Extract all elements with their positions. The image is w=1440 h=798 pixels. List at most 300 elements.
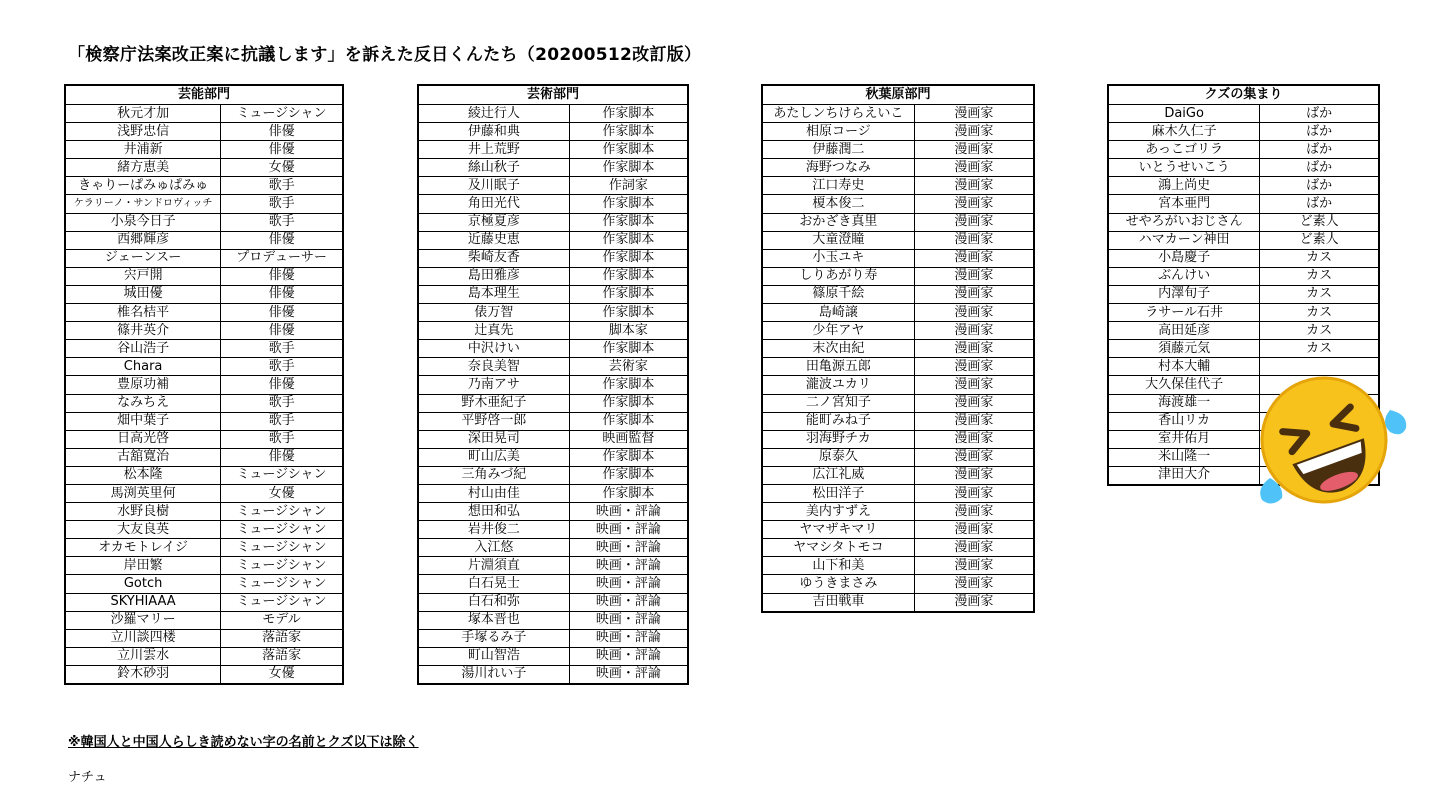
name-cell: 谷山浩子 xyxy=(65,340,221,358)
category-cell: 俳優 xyxy=(221,285,343,303)
name-cell: 香山リカ xyxy=(1108,412,1260,430)
category-cell: 女優 xyxy=(221,159,343,177)
category-cell: 漫画家 xyxy=(914,322,1034,340)
name-cell: 乃南アサ xyxy=(418,376,569,394)
table-header: 秋葉原部門 xyxy=(762,85,1034,105)
table-row xyxy=(65,285,343,303)
table-row xyxy=(65,304,343,322)
category-cell: 落語家 xyxy=(221,629,343,647)
name-cell: 柴崎友香 xyxy=(418,249,569,267)
name-cell: 瀧波ユカリ xyxy=(762,376,914,394)
name-cell: 手塚るみ子 xyxy=(418,629,569,647)
category-cell: 映画・評論 xyxy=(569,611,688,629)
name-cell: Gotch xyxy=(65,575,221,593)
table-row xyxy=(418,195,688,213)
category-cell: 作家脚本 xyxy=(569,412,688,430)
name-cell: 沙羅マリー xyxy=(65,611,221,629)
category-cell: ど素人 xyxy=(1260,213,1379,231)
name-cell: 海渡雄一 xyxy=(1108,394,1260,412)
category-cell: 作家脚本 xyxy=(569,141,688,159)
category-cell: 作詞家 xyxy=(569,177,688,195)
category-cell: 漫画家 xyxy=(914,177,1034,195)
name-cell: 深田晃司 xyxy=(418,430,569,448)
name-cell: 伊藤潤二 xyxy=(762,141,914,159)
table-row xyxy=(65,539,343,557)
name-cell: 大久保佳代子 xyxy=(1108,376,1260,394)
table-row xyxy=(762,503,1034,521)
category-cell: ど素人 xyxy=(1260,231,1379,249)
table-row xyxy=(418,231,688,249)
name-cell: 小島慶子 xyxy=(1108,249,1260,267)
table-row xyxy=(762,231,1034,249)
category-cell: 漫画家 xyxy=(914,123,1034,141)
table-row xyxy=(65,159,343,177)
name-cell: しりあがり寿 xyxy=(762,267,914,285)
table-row xyxy=(65,430,343,448)
category-cell: 漫画家 xyxy=(914,285,1034,303)
table-row xyxy=(762,123,1034,141)
table-header: 芸能部門 xyxy=(65,85,343,105)
category-cell: 俳優 xyxy=(221,231,343,249)
name-cell: DaiGo xyxy=(1108,105,1260,123)
name-cell: 古舘寛治 xyxy=(65,448,221,466)
name-cell: 高田延彦 xyxy=(1108,322,1260,340)
table-row xyxy=(762,249,1034,267)
name-cell: 相原コージ xyxy=(762,123,914,141)
category-cell: 作家脚本 xyxy=(569,340,688,358)
table-row xyxy=(762,521,1034,539)
name-cell: 俵万智 xyxy=(418,304,569,322)
table-row xyxy=(418,412,688,430)
name-cell: 宮本亜門 xyxy=(1108,195,1260,213)
name-cell: 平野啓一郎 xyxy=(418,412,569,430)
name-cell: せやろがいおじさん xyxy=(1108,213,1260,231)
category-cell: 歌手 xyxy=(221,177,343,195)
footnote: ※韓国人と中国人らしき読めない字の名前とクズ以下は除く xyxy=(68,735,419,750)
category-cell: ミュージシャン xyxy=(221,105,343,123)
table-row xyxy=(418,611,688,629)
table-row xyxy=(65,665,343,684)
name-cell: 片淵須直 xyxy=(418,557,569,575)
category-cell: ミュージシャン xyxy=(221,503,343,521)
category-cell: 映画・評論 xyxy=(569,503,688,521)
table-header: クズの集まり xyxy=(1108,85,1379,105)
table-row xyxy=(65,249,343,267)
name-cell: 原泰久 xyxy=(762,448,914,466)
table-row xyxy=(762,304,1034,322)
table-geino xyxy=(64,84,344,685)
name-cell: 西郷輝彦 xyxy=(65,231,221,249)
name-cell: ラサール石井 xyxy=(1108,304,1260,322)
table-row xyxy=(1108,159,1379,177)
category-cell: 作家脚本 xyxy=(569,105,688,123)
table-row xyxy=(762,430,1034,448)
category-cell: 女優 xyxy=(221,665,343,684)
table-row xyxy=(1108,141,1379,159)
name-cell: 松田洋子 xyxy=(762,484,914,502)
name-cell: 広江礼威 xyxy=(762,466,914,484)
name-cell: 京極夏彦 xyxy=(418,213,569,231)
table-row xyxy=(762,340,1034,358)
name-cell: 辻真先 xyxy=(418,322,569,340)
name-cell: 日高光啓 xyxy=(65,430,221,448)
name-cell: 篠原千絵 xyxy=(762,285,914,303)
category-cell: 漫画家 xyxy=(914,213,1034,231)
category-cell: カス xyxy=(1260,340,1379,358)
name-cell: 島本理生 xyxy=(418,285,569,303)
name-cell: 小玉ユキ xyxy=(762,249,914,267)
table-row xyxy=(65,412,343,430)
table-row xyxy=(65,322,343,340)
category-cell: 作家脚本 xyxy=(569,285,688,303)
name-cell: 山下和美 xyxy=(762,557,914,575)
table-row xyxy=(762,466,1034,484)
name-cell: 立川雲水 xyxy=(65,647,221,665)
category-cell: 作家脚本 xyxy=(569,448,688,466)
table-row xyxy=(418,213,688,231)
name-cell: 美内すずえ xyxy=(762,503,914,521)
category-cell: 俳優 xyxy=(221,267,343,285)
category-cell: ミュージシャン xyxy=(221,466,343,484)
name-cell: 伊藤和典 xyxy=(418,123,569,141)
category-cell: 俳優 xyxy=(221,304,343,322)
table-row xyxy=(762,285,1034,303)
category-cell: カス xyxy=(1260,249,1379,267)
category-cell: 俳優 xyxy=(221,141,343,159)
table-row xyxy=(1108,213,1379,231)
category-cell: 映画・評論 xyxy=(569,557,688,575)
category-cell: 脚本家 xyxy=(569,322,688,340)
name-cell: 町山広美 xyxy=(418,448,569,466)
category-cell: 作家脚本 xyxy=(569,466,688,484)
name-cell: ジェーンスー xyxy=(65,249,221,267)
category-cell: 歌手 xyxy=(221,358,343,376)
name-cell: 村山由佳 xyxy=(418,484,569,502)
category-cell: 漫画家 xyxy=(914,430,1034,448)
name-cell: あっこゴリラ xyxy=(1108,141,1260,159)
table-row xyxy=(418,105,688,123)
name-cell: きゃりーぱみゅぱみゅ xyxy=(65,177,221,195)
name-cell: ヤマザキマリ xyxy=(762,521,914,539)
category-cell: 作家脚本 xyxy=(569,249,688,267)
category-cell: 漫画家 xyxy=(914,358,1034,376)
category-cell: 漫画家 xyxy=(914,394,1034,412)
name-cell: 須藤元気 xyxy=(1108,340,1260,358)
category-cell: 俳優 xyxy=(221,123,343,141)
name-cell: ゆうきまさみ xyxy=(762,575,914,593)
name-cell: 村本大輔 xyxy=(1108,358,1260,376)
name-cell: 江口寿史 xyxy=(762,177,914,195)
table-row xyxy=(418,358,688,376)
category-cell: 漫画家 xyxy=(914,159,1034,177)
table-row xyxy=(418,448,688,466)
category-cell: 歌手 xyxy=(221,430,343,448)
table-row xyxy=(418,304,688,322)
category-cell: ミュージシャン xyxy=(221,539,343,557)
category-cell: 漫画家 xyxy=(914,557,1034,575)
name-cell: 小泉今日子 xyxy=(65,213,221,231)
name-cell: 岩井俊二 xyxy=(418,521,569,539)
name-cell: なみちえ xyxy=(65,394,221,412)
table-row xyxy=(65,195,343,213)
category-cell: 作家脚本 xyxy=(569,394,688,412)
table-row xyxy=(418,665,688,684)
name-cell: Chara xyxy=(65,358,221,376)
name-cell: 野木亜紀子 xyxy=(418,394,569,412)
category-cell: 映画・評論 xyxy=(569,665,688,684)
category-cell: 作家脚本 xyxy=(569,484,688,502)
name-cell: 大童澄瞳 xyxy=(762,231,914,249)
name-cell: 米山隆一 xyxy=(1108,448,1260,466)
category-cell: 歌手 xyxy=(221,213,343,231)
category-cell: 漫画家 xyxy=(914,249,1034,267)
name-cell: 椎名桔平 xyxy=(65,304,221,322)
name-cell: 角田光代 xyxy=(418,195,569,213)
table-row xyxy=(762,195,1034,213)
table-row xyxy=(418,340,688,358)
rolling-laughing-emoji-icon xyxy=(1252,370,1412,510)
name-cell: 馬渕英里何 xyxy=(65,484,221,502)
table-row xyxy=(1108,195,1379,213)
name-cell: 中沢けい xyxy=(418,340,569,358)
name-cell: 絲山秋子 xyxy=(418,159,569,177)
name-cell: 畑中葉子 xyxy=(65,412,221,430)
table-row xyxy=(65,503,343,521)
name-cell: 大友良英 xyxy=(65,521,221,539)
name-cell: 白石晃士 xyxy=(418,575,569,593)
name-cell: 浅野忠信 xyxy=(65,123,221,141)
category-cell: ミュージシャン xyxy=(221,575,343,593)
table-row xyxy=(762,412,1034,430)
table-row xyxy=(65,267,343,285)
table-row xyxy=(65,448,343,466)
name-cell: 入江悠 xyxy=(418,539,569,557)
category-cell: カス xyxy=(1260,304,1379,322)
category-cell: カス xyxy=(1260,267,1379,285)
name-cell: ハマカーン神田 xyxy=(1108,231,1260,249)
table-row xyxy=(762,394,1034,412)
name-cell: オカモトレイジ xyxy=(65,539,221,557)
name-cell: 内澤旬子 xyxy=(1108,285,1260,303)
category-cell: 漫画家 xyxy=(914,575,1034,593)
category-cell: 映画・評論 xyxy=(569,575,688,593)
table-row xyxy=(65,177,343,195)
name-cell: ぶんけい xyxy=(1108,267,1260,285)
name-cell: 水野良樹 xyxy=(65,503,221,521)
table-row xyxy=(65,647,343,665)
category-cell: カス xyxy=(1260,285,1379,303)
table-row xyxy=(418,539,688,557)
category-cell: ばか xyxy=(1260,123,1379,141)
category-cell: 歌手 xyxy=(221,412,343,430)
category-cell: 映画・評論 xyxy=(569,629,688,647)
category-cell: 作家脚本 xyxy=(569,213,688,231)
category-cell: ばか xyxy=(1260,141,1379,159)
table-row xyxy=(418,521,688,539)
table-row xyxy=(418,177,688,195)
name-cell: 秋元才加 xyxy=(65,105,221,123)
category-cell: カス xyxy=(1260,322,1379,340)
table-row xyxy=(418,322,688,340)
table-row xyxy=(65,611,343,629)
table-row xyxy=(1108,105,1379,123)
name-cell: 鈴木砂羽 xyxy=(65,665,221,684)
category-cell: 漫画家 xyxy=(914,539,1034,557)
category-cell: 映画・評論 xyxy=(569,521,688,539)
category-cell: ミュージシャン xyxy=(221,593,343,611)
name-cell: 綾辻行人 xyxy=(418,105,569,123)
table-row xyxy=(418,575,688,593)
table-row xyxy=(418,593,688,611)
table-row xyxy=(65,123,343,141)
category-cell: 漫画家 xyxy=(914,376,1034,394)
name-cell: 津田大介 xyxy=(1108,466,1260,485)
name-cell: 宍戸開 xyxy=(65,267,221,285)
signature: ナチュ xyxy=(68,770,107,785)
category-cell: 作家脚本 xyxy=(569,231,688,249)
name-cell: SKYHIAAA xyxy=(65,593,221,611)
name-cell: 少年アヤ xyxy=(762,322,914,340)
category-cell: 女優 xyxy=(221,484,343,502)
table-akiba xyxy=(761,84,1035,613)
name-cell: 立川談四楼 xyxy=(65,629,221,647)
category-cell: 歌手 xyxy=(221,195,343,213)
name-cell: 塚本晋也 xyxy=(418,611,569,629)
table-row xyxy=(762,141,1034,159)
table-row xyxy=(1108,267,1379,285)
table-row xyxy=(418,466,688,484)
category-cell: 映画・評論 xyxy=(569,539,688,557)
name-cell: 井上荒野 xyxy=(418,141,569,159)
category-cell: 映画・評論 xyxy=(569,647,688,665)
table-row xyxy=(762,593,1034,612)
category-cell: ばか xyxy=(1260,177,1379,195)
table-row xyxy=(418,484,688,502)
table-row xyxy=(418,141,688,159)
name-cell: ケラリーノ・サンドロヴィッチ xyxy=(65,195,221,213)
name-cell: 麻木久仁子 xyxy=(1108,123,1260,141)
category-cell: 歌手 xyxy=(221,340,343,358)
table-row xyxy=(762,575,1034,593)
table-row xyxy=(65,521,343,539)
category-cell: 漫画家 xyxy=(914,466,1034,484)
name-cell: 白石和弥 xyxy=(418,593,569,611)
table-row xyxy=(65,141,343,159)
name-cell: 田亀源五郎 xyxy=(762,358,914,376)
table-row xyxy=(418,430,688,448)
category-cell: プロデューサー xyxy=(221,249,343,267)
category-cell: 俳優 xyxy=(221,322,343,340)
name-cell: 末次由紀 xyxy=(762,340,914,358)
name-cell: 海野つなみ xyxy=(762,159,914,177)
table-row xyxy=(762,448,1034,466)
category-cell: 歌手 xyxy=(221,394,343,412)
category-cell: 芸術家 xyxy=(569,358,688,376)
name-cell: 鴻上尚史 xyxy=(1108,177,1260,195)
table-row xyxy=(65,358,343,376)
name-cell: あたしンちけらえいこ xyxy=(762,105,914,123)
table-row xyxy=(65,575,343,593)
category-cell: 漫画家 xyxy=(914,105,1034,123)
table-row xyxy=(762,484,1034,502)
table-row xyxy=(762,267,1034,285)
category-cell: ミュージシャン xyxy=(221,521,343,539)
table-row xyxy=(1108,177,1379,195)
category-cell: 漫画家 xyxy=(914,412,1034,430)
name-cell: 井浦新 xyxy=(65,141,221,159)
name-cell: 想田和弘 xyxy=(418,503,569,521)
table-row xyxy=(1108,123,1379,141)
name-cell: 羽海野チカ xyxy=(762,430,914,448)
table-row xyxy=(65,213,343,231)
table-row xyxy=(418,557,688,575)
table-row xyxy=(418,376,688,394)
category-cell: 漫画家 xyxy=(914,304,1034,322)
table-row xyxy=(762,358,1034,376)
category-cell: 俳優 xyxy=(221,376,343,394)
table-row xyxy=(65,340,343,358)
category-cell: 作家脚本 xyxy=(569,304,688,322)
category-cell: ばか xyxy=(1260,195,1379,213)
category-cell: 作家脚本 xyxy=(569,376,688,394)
name-cell: 近藤史恵 xyxy=(418,231,569,249)
table-row xyxy=(418,647,688,665)
table-row xyxy=(1108,340,1379,358)
name-cell: 榎本俊二 xyxy=(762,195,914,213)
table-row xyxy=(65,376,343,394)
category-cell: 落語家 xyxy=(221,647,343,665)
table-row xyxy=(418,159,688,177)
table-row xyxy=(1108,285,1379,303)
category-cell: 映画監督 xyxy=(569,430,688,448)
category-cell: 漫画家 xyxy=(914,195,1034,213)
table-row xyxy=(1108,304,1379,322)
name-cell: 能町みね子 xyxy=(762,412,914,430)
table-row xyxy=(418,249,688,267)
table-row xyxy=(418,394,688,412)
category-cell: モデル xyxy=(221,611,343,629)
name-cell: 奈良美智 xyxy=(418,358,569,376)
table-row xyxy=(418,123,688,141)
table-row xyxy=(418,267,688,285)
name-cell: 城田優 xyxy=(65,285,221,303)
name-cell: 湯川れい子 xyxy=(418,665,569,684)
name-cell: 室井佑月 xyxy=(1108,430,1260,448)
table-row xyxy=(762,105,1034,123)
table-header: 芸術部門 xyxy=(418,85,688,105)
table-row xyxy=(762,376,1034,394)
table-row xyxy=(65,466,343,484)
table-row xyxy=(65,105,343,123)
name-cell: 緒方恵美 xyxy=(65,159,221,177)
category-cell: 俳優 xyxy=(221,448,343,466)
name-cell: 篠井英介 xyxy=(65,322,221,340)
table-row xyxy=(1108,322,1379,340)
document-title: 「検察庁法案改正案に抗議します」を訴えた反日くんたち（20200512改訂版） xyxy=(68,45,702,65)
category-cell: 漫画家 xyxy=(914,521,1034,539)
table-row xyxy=(762,159,1034,177)
table-row xyxy=(762,322,1034,340)
category-cell: ミュージシャン xyxy=(221,557,343,575)
table-geijutsu xyxy=(417,84,689,685)
name-cell: 三角みづ紀 xyxy=(418,466,569,484)
name-cell: 松本隆 xyxy=(65,466,221,484)
table-row xyxy=(762,213,1034,231)
category-cell: ばか xyxy=(1260,105,1379,123)
category-cell: 作家脚本 xyxy=(569,195,688,213)
category-cell: 作家脚本 xyxy=(569,123,688,141)
category-cell: 作家脚本 xyxy=(569,267,688,285)
